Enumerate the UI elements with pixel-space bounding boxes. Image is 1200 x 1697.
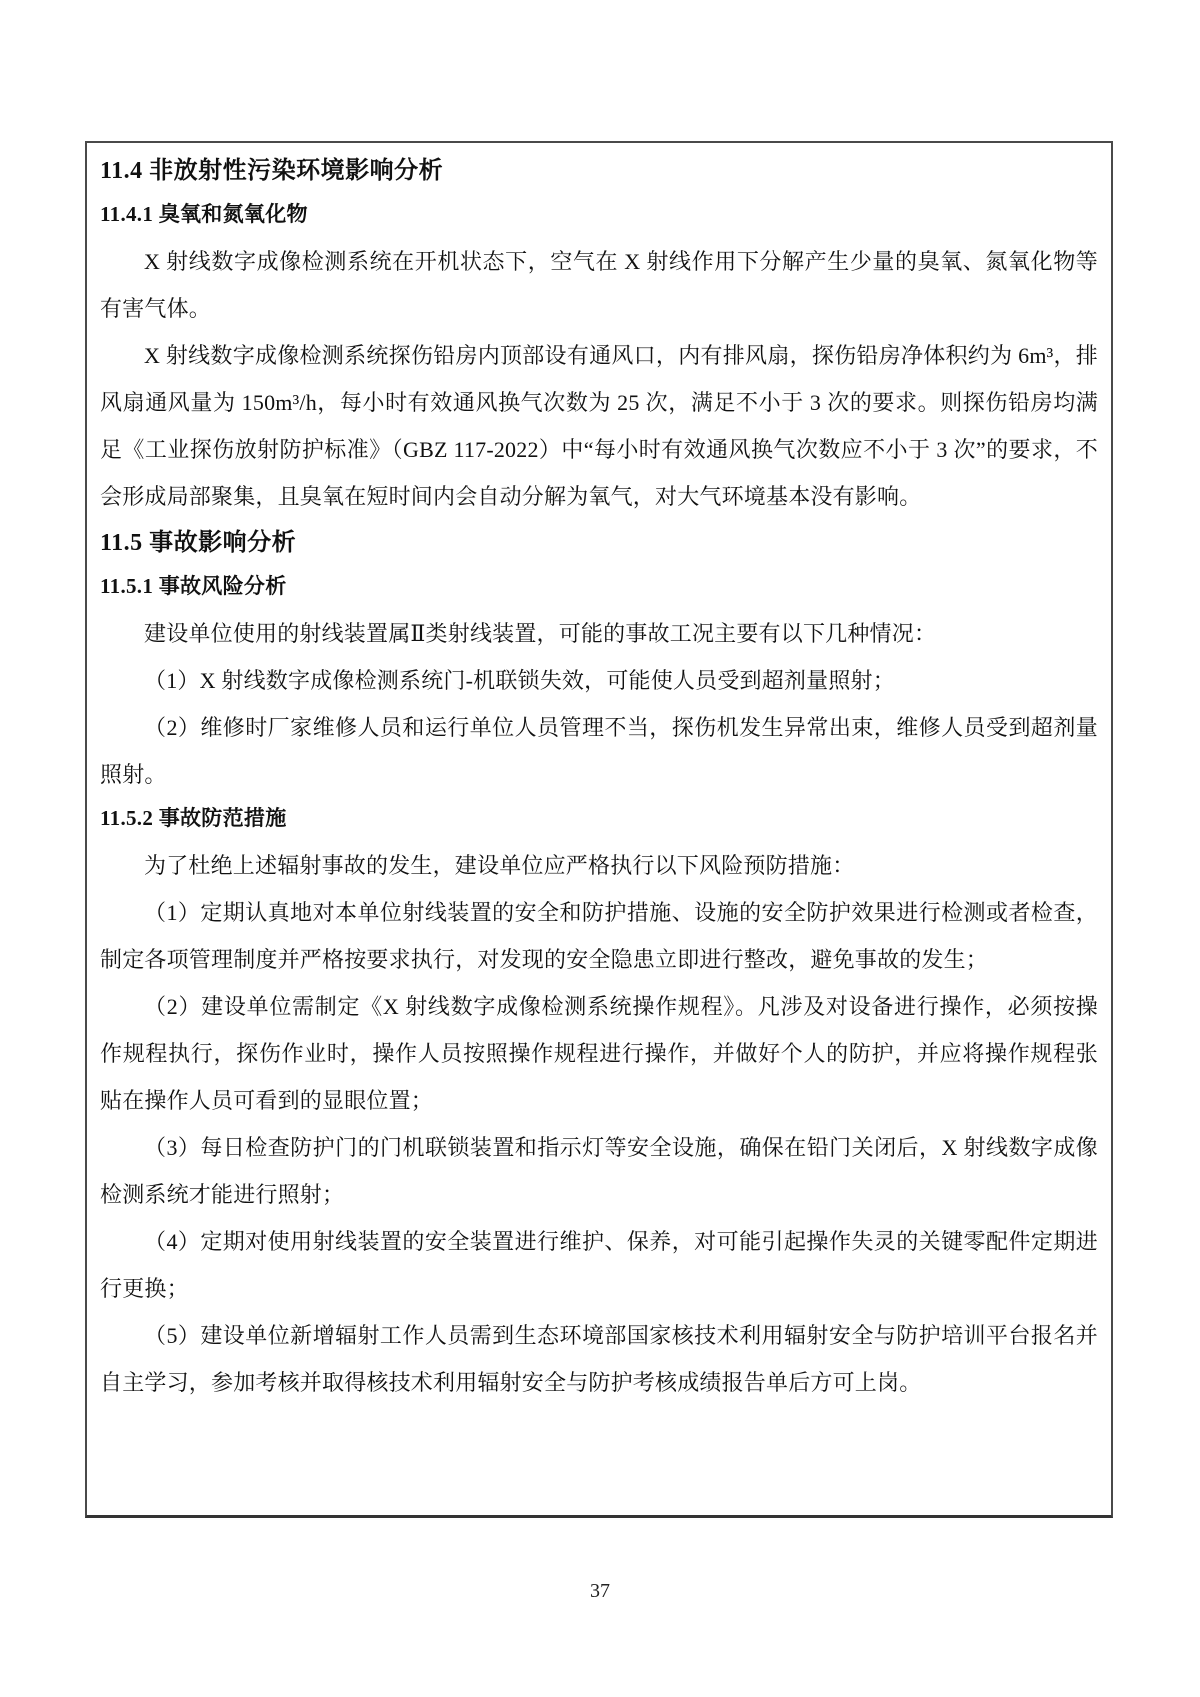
heading-11-5-1: 11.5.1 事故风险分析	[100, 574, 287, 598]
page-number: 37	[590, 1580, 610, 1602]
para-measure-2: （2）建设单位需制定《X 射线数字成像检测系统操作规程》。凡涉及对设备进行操作，必须按操作规程执行，探伤作业时，操作人员按照操作规程进行操作，并做好个人的防护，并应将操作规程张贴在操作人员可看到的显眼位置；	[100, 994, 1098, 1113]
para-measure-3: （3）每日检查防护门的门机联锁装置和指示灯等安全设施，确保在铅门关闭后，X 射线数字成像检测系统才能进行照射；	[100, 1135, 1098, 1207]
para-accident-case-2: （2）维修时厂家维修人员和运行单位人员管理不当，探伤机发生异常出束，维修人员受到超剂量照射。	[100, 715, 1098, 787]
para-ventilation: X 射线数字成像检测系统探伤铅房内顶部设有通风口，内有排风扇，探伤铅房净体积约为 6m³，排风扇通风量为 150m³/h，每小时有效通风换气次数为 25 次，满足不小于 3 次的要求。则探伤铅房均满足《工业探伤放射防护标准》（GBZ 117-2022）中“每小时有效通风换气次数应不小于 3 次”的要求，不会形成局部聚集，且臭氧在短时间内会自动分解为氧气，对大气环境基本没有影响。	[100, 343, 1098, 509]
para-measure-5: （5）建设单位新增辐射工作人员需到生态环境部国家核技术利用辐射安全与防护培训平台报名并自主学习，参加考核并取得核技术利用辐射安全与防护考核成绩报告单后方可上岗。	[100, 1323, 1098, 1395]
para-accident-intro: 建设单位使用的射线装置属Ⅱ类射线装置，可能的事故工况主要有以下几种情况：	[144, 621, 937, 646]
heading-11-4: 11.4 非放射性污染环境影响分析	[100, 158, 444, 184]
para-prevention-intro: 为了杜绝上述辐射事故的发生，建设单位应严格执行以下风险预防措施：	[144, 853, 855, 878]
heading-11-4-1: 11.4.1 臭氧和氮氧化物	[100, 202, 308, 226]
para-measure-1: （1）定期认真地对本单位射线装置的安全和防护措施、设施的安全防护效果进行检测或者检查，制定各项管理制度并严格按要求执行，对发现的安全隐患立即进行整改，避免事故的发生；	[100, 900, 1098, 972]
heading-11-5-2: 11.5.2 事故防范措施	[100, 806, 287, 830]
para-measure-4: （4）定期对使用射线装置的安全装置进行维护、保养，对可能引起操作失灵的关键零配件定期进行更换；	[100, 1229, 1098, 1301]
report-content-box	[85, 141, 1113, 1518]
para-accident-case-1: （1）X 射线数字成像检测系统门-机联锁失效，可能使人员受到超剂量照射；	[144, 668, 895, 693]
para-ozone-intro: X 射线数字成像检测系统在开机状态下，空气在 X 射线作用下分解产生少量的臭氧、氮氧化物等有害气体。	[100, 249, 1098, 321]
heading-11-5: 11.5 事故影响分析	[100, 530, 297, 556]
